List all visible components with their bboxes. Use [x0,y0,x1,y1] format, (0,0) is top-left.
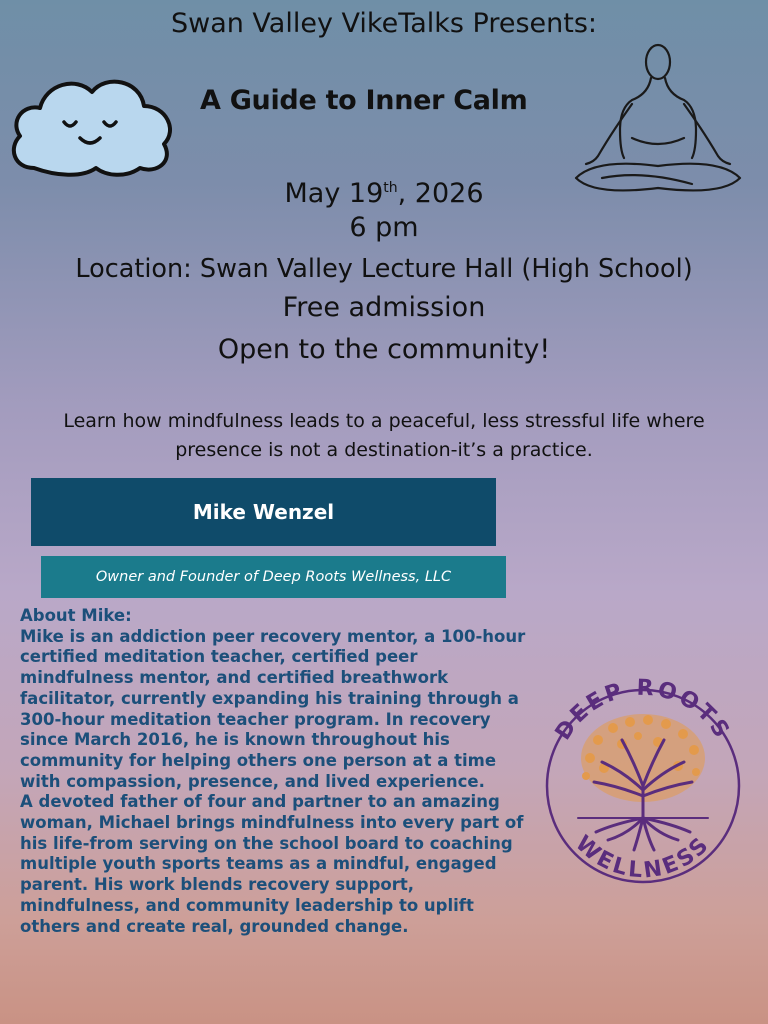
tagline: Learn how mindfulness leads to a peaceful, less stressful life where presence is not a destination-it’s a practice. [63,410,705,461]
deep-roots-wellness-logo [538,678,748,893]
about-paragraph-1: Mike is an addiction peer recovery mentor, a 100-hour certified meditation teacher, certified peer mindfulness mentor, and certified breathwork facilitator, currently expanding his training through a 300-hour meditation teacher program. In recovery since March 2016, he is known throughout his community for helping others one person at a time with compassion, presence, and lived experience. [20,626,526,791]
speaker-role-banner [41,556,506,598]
speaker-name-banner [31,478,496,546]
about-heading: About Mike: [20,606,132,625]
about-paragraph-2: A devoted father of four and partner to an amazing woman, Michael brings mindfulness into every part of his life-from serving on the school board to coaching multiple youth sports teams as a mindful, engaged parent. His work blends recovery support, mindfulness, and community leadership to uplift others and create real, grounded change. [20,792,524,936]
presenter-line: Swan Valley VikeTalks Presents: [170,8,598,39]
smiling-cloud-icon [6,70,176,180]
logo-bottom-text: WELLNESS [570,831,716,884]
event-date: May 19th, 2026 [284,178,484,209]
speaker-role: Owner and Founder of Deep Roots Wellness, LLC [95,569,452,585]
svg-text:WELLNESS [570,831,715,883]
event-title: A Guide to Inner Calm [200,85,528,116]
speaker-name: Mike Wenzel [192,500,335,524]
event-admission: Free admission [282,292,486,323]
logo-top-text: DEEP ROOTS [550,678,736,745]
event-location: Location: Swan Valley Lecture Hall (High School) [75,254,693,284]
about-section [20,606,530,937]
event-time: 6 pm [349,212,419,243]
event-audience: Open to the community! [217,334,551,365]
